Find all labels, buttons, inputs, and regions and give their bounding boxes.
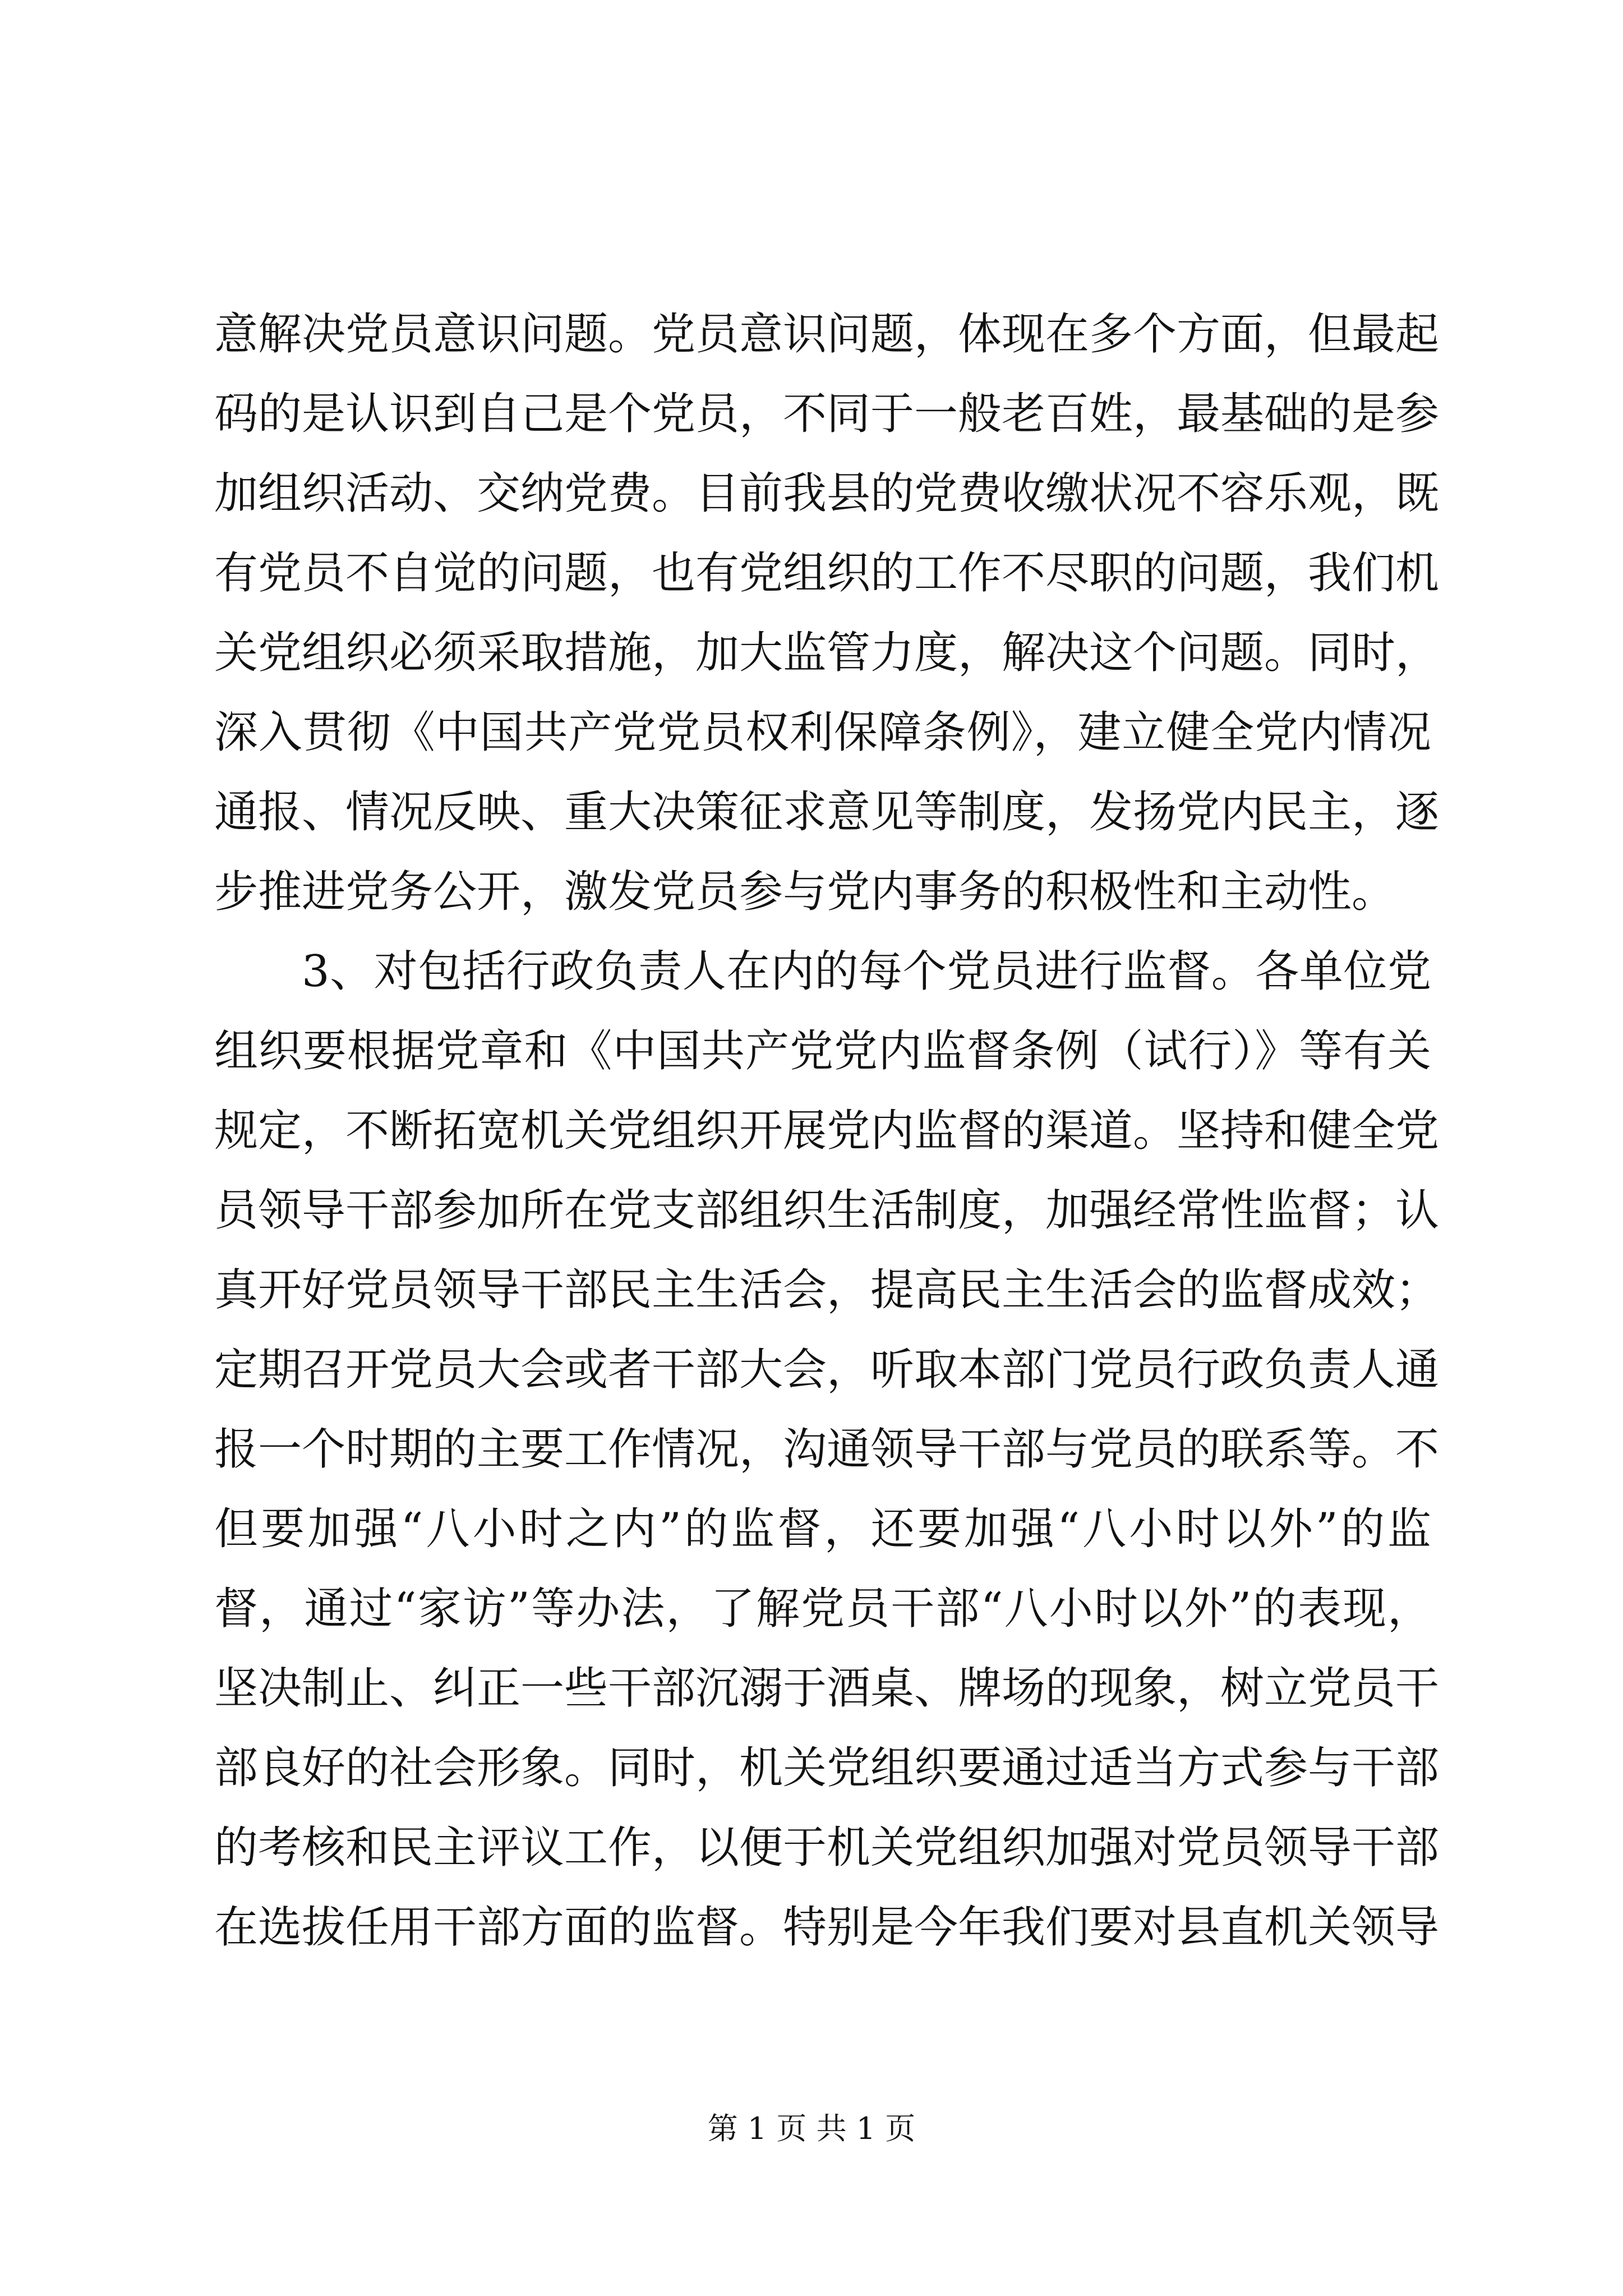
body-text [214, 295, 1440, 1967]
text-line: 意解决党员意识问题。党员意识问题，体现在多个方面，但最起 [214, 309, 1440, 360]
text-line: 的考核和民主评议工作，以便于机关党组织加强对党员领导干部 [214, 1823, 1440, 1873]
text-line: 员领导干部参加所在党支部组织生活制度，加强经常性监督；认 [214, 1185, 1440, 1236]
paragraph-first-line: 3、对包括行政负责人在内的每个党员进行监督。各单位党 [302, 946, 1431, 997]
text-line: 报一个时期的主要工作情况，沟通领导干部与党员的联系等。不 [214, 1424, 1440, 1475]
text-line: 组织要根据党章和《中国共产党党内监督条例（试行）》等有关 [214, 1026, 1431, 1076]
text-line: 在选拔任用干部方面的监督。特别是今年我们要对县直机关领导 [214, 1902, 1440, 1953]
text-line: 步推进党务公开，激发党员参与党内事务的积极性和主动性。 [214, 867, 1396, 917]
page-footer [0, 2109, 1623, 2148]
text-line: 部良好的社会形象。同时，机关党组织要通过适当方式参与干部 [214, 1743, 1440, 1793]
text-line: 规定，不断拓宽机关党组织开展党内监督的渠道。坚持和健全党 [214, 1106, 1440, 1156]
text-line: 定期召开党员大会或者干部大会，听取本部门党员行政负责人通 [214, 1345, 1440, 1395]
text-line: 码的是认识到自己是个党员，不同于一般老百姓，最基础的是参 [214, 389, 1440, 439]
text-line: 但要加强“八小时之内”的监督，还要加强“八小时以外”的监 [214, 1504, 1431, 1554]
page-number-label: 第 1 页 共 1 页 [707, 2111, 916, 2146]
text-line: 真开好党员领导干部民主生活会，提高民主生活会的监督成效； [214, 1265, 1440, 1315]
text-line: 加组织活动、交纳党费。目前我县的党费收缴状况不容乐观，既 [214, 468, 1440, 519]
text-line: 有党员不自觉的问题，也有党组织的工作不尽职的问题，我们机 [214, 548, 1440, 599]
text-line: 督，通过“家访”等办法，了解党员干部“八小时以外”的表现， [214, 1584, 1431, 1634]
text-line: 坚决制止、纠正一些干部沉溺于酒桌、牌场的现象，树立党员干 [214, 1663, 1440, 1714]
text-line: 深入贯彻《中国共产党党员权利保障条例》，建立健全党内情况 [214, 707, 1431, 758]
text-line: 关党组织必须采取措施，加大监管力度，解决这个问题。同时， [214, 628, 1440, 678]
text-line: 通报、情况反映、重大决策征求意见等制度，发扬党内民主，逐 [214, 787, 1440, 838]
